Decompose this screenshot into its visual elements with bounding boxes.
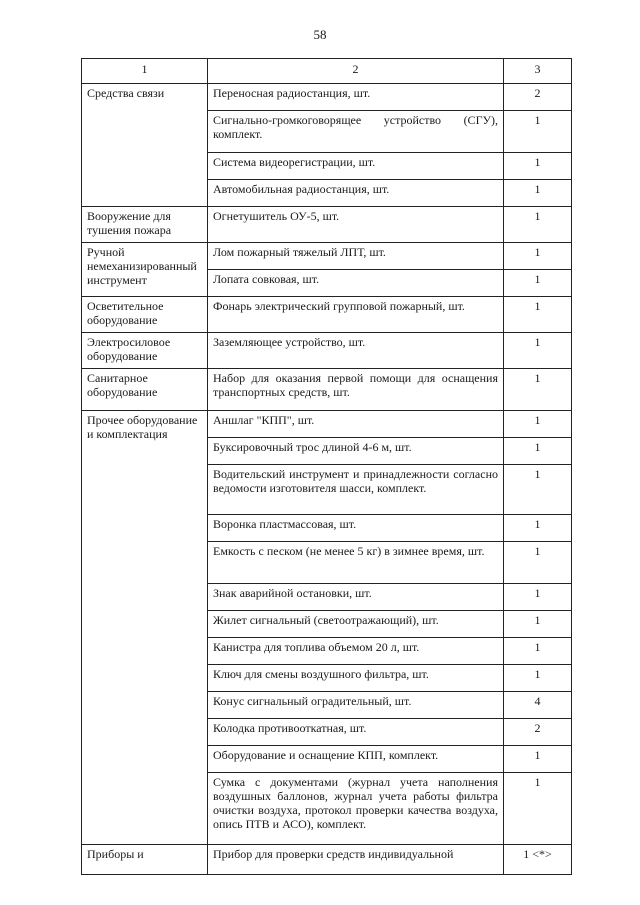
qty-cell: 1	[504, 438, 572, 465]
qty-cell: 2	[504, 84, 572, 111]
page-number: 58	[313, 27, 327, 42]
table-row	[82, 207, 572, 243]
table-row	[82, 369, 572, 411]
qty-cell: 2	[504, 719, 572, 746]
header-col-3: 3	[504, 59, 572, 84]
table-row	[82, 297, 572, 333]
qty-cell: 1	[504, 180, 572, 207]
header-row	[82, 59, 572, 84]
header-col-2: 2	[208, 59, 504, 84]
category-cell: Электросиловое оборудование	[82, 333, 208, 369]
category-cell: Прочее оборудование и комплектация	[82, 411, 208, 845]
item-cell: Знак аварийной остановки, шт.	[208, 584, 504, 611]
item-cell: Прибор для проверки средств индивидуальной	[208, 845, 504, 875]
qty-cell: 1	[504, 297, 572, 333]
item-cell: Воронка пластмассовая, шт.	[208, 515, 504, 542]
item-cell: Лопата совковая, шт.	[208, 270, 504, 297]
qty-cell: 1	[504, 333, 572, 369]
qty-cell: 1	[504, 207, 572, 243]
qty-cell: 1	[504, 638, 572, 665]
item-cell: Водительский инструмент и принадлежности согласно ведомости изготовителя шасси, комплект.	[208, 465, 504, 515]
item-cell: Канистра для топлива объемом 20 л, шт.	[208, 638, 504, 665]
qty-cell: 1	[504, 515, 572, 542]
header-col-1: 1	[82, 59, 208, 84]
item-cell: Огнетушитель ОУ-5, шт.	[208, 207, 504, 243]
table-row	[82, 411, 572, 438]
category-cell: Ручной немеханизированный инструмент	[82, 243, 208, 297]
qty-cell: 1	[504, 465, 572, 515]
item-cell: Жилет сигнальный (светоотражающий), шт.	[208, 611, 504, 638]
qty-cell: 1	[504, 773, 572, 845]
item-cell: Оборудование и оснащение КПП, комплект.	[208, 746, 504, 773]
qty-cell: 1	[504, 746, 572, 773]
item-cell: Колодка противооткатная, шт.	[208, 719, 504, 746]
category-cell: Приборы и	[82, 845, 208, 875]
category-cell: Осветительное оборудование	[82, 297, 208, 333]
qty-cell: 4	[504, 692, 572, 719]
category-cell: Санитарное оборудование	[82, 369, 208, 411]
item-cell: Переносная радиостанция, шт.	[208, 84, 504, 111]
qty-cell: 1	[504, 611, 572, 638]
item-cell: Лом пожарный тяжелый ЛПТ, шт.	[208, 243, 504, 270]
qty-cell: 1	[504, 665, 572, 692]
category-cell: Вооружение для тушения пожара	[82, 207, 208, 243]
item-cell: Фонарь электрический групповой пожарный, шт.	[208, 297, 504, 333]
equipment-table	[81, 58, 572, 875]
qty-cell: 1	[504, 369, 572, 411]
table-row	[82, 845, 572, 875]
qty-cell: 1	[504, 584, 572, 611]
category-cell: Средства связи	[82, 84, 208, 207]
table-row	[82, 333, 572, 369]
item-cell: Сигнально-громкоговорящее устройство (СГУ), комплект.	[208, 111, 504, 153]
item-cell: Сумка с документами (журнал учета наполнения воздушных баллонов, журнал учета работы фильтра очистки воздуха, протокол проверки качества воздуха, опись ПТВ и АСО), комплект.	[208, 773, 504, 845]
item-cell: Емкость с песком (не менее 5 кг) в зимнее время, шт.	[208, 542, 504, 584]
qty-cell: 1	[504, 111, 572, 153]
item-cell: Система видеорегистрации, шт.	[208, 153, 504, 180]
item-cell: Автомобильная радиостанция, шт.	[208, 180, 504, 207]
table-row	[82, 243, 572, 270]
item-cell: Заземляющее устройство, шт.	[208, 333, 504, 369]
qty-cell: 1	[504, 153, 572, 180]
qty-cell: 1	[504, 270, 572, 297]
item-cell: Набор для оказания первой помощи для оснащения транспортных средств, шт.	[208, 369, 504, 411]
item-cell: Конус сигнальный оградительный, шт.	[208, 692, 504, 719]
table-row	[82, 84, 572, 111]
qty-cell: 1 <*>	[504, 845, 572, 875]
qty-cell: 1	[504, 542, 572, 584]
item-cell: Ключ для смены воздушного фильтра, шт.	[208, 665, 504, 692]
qty-cell: 1	[504, 243, 572, 270]
qty-cell: 1	[504, 411, 572, 438]
item-cell: Аншлаг "КПП", шт.	[208, 411, 504, 438]
item-cell: Буксировочный трос длиной 4-6 м, шт.	[208, 438, 504, 465]
